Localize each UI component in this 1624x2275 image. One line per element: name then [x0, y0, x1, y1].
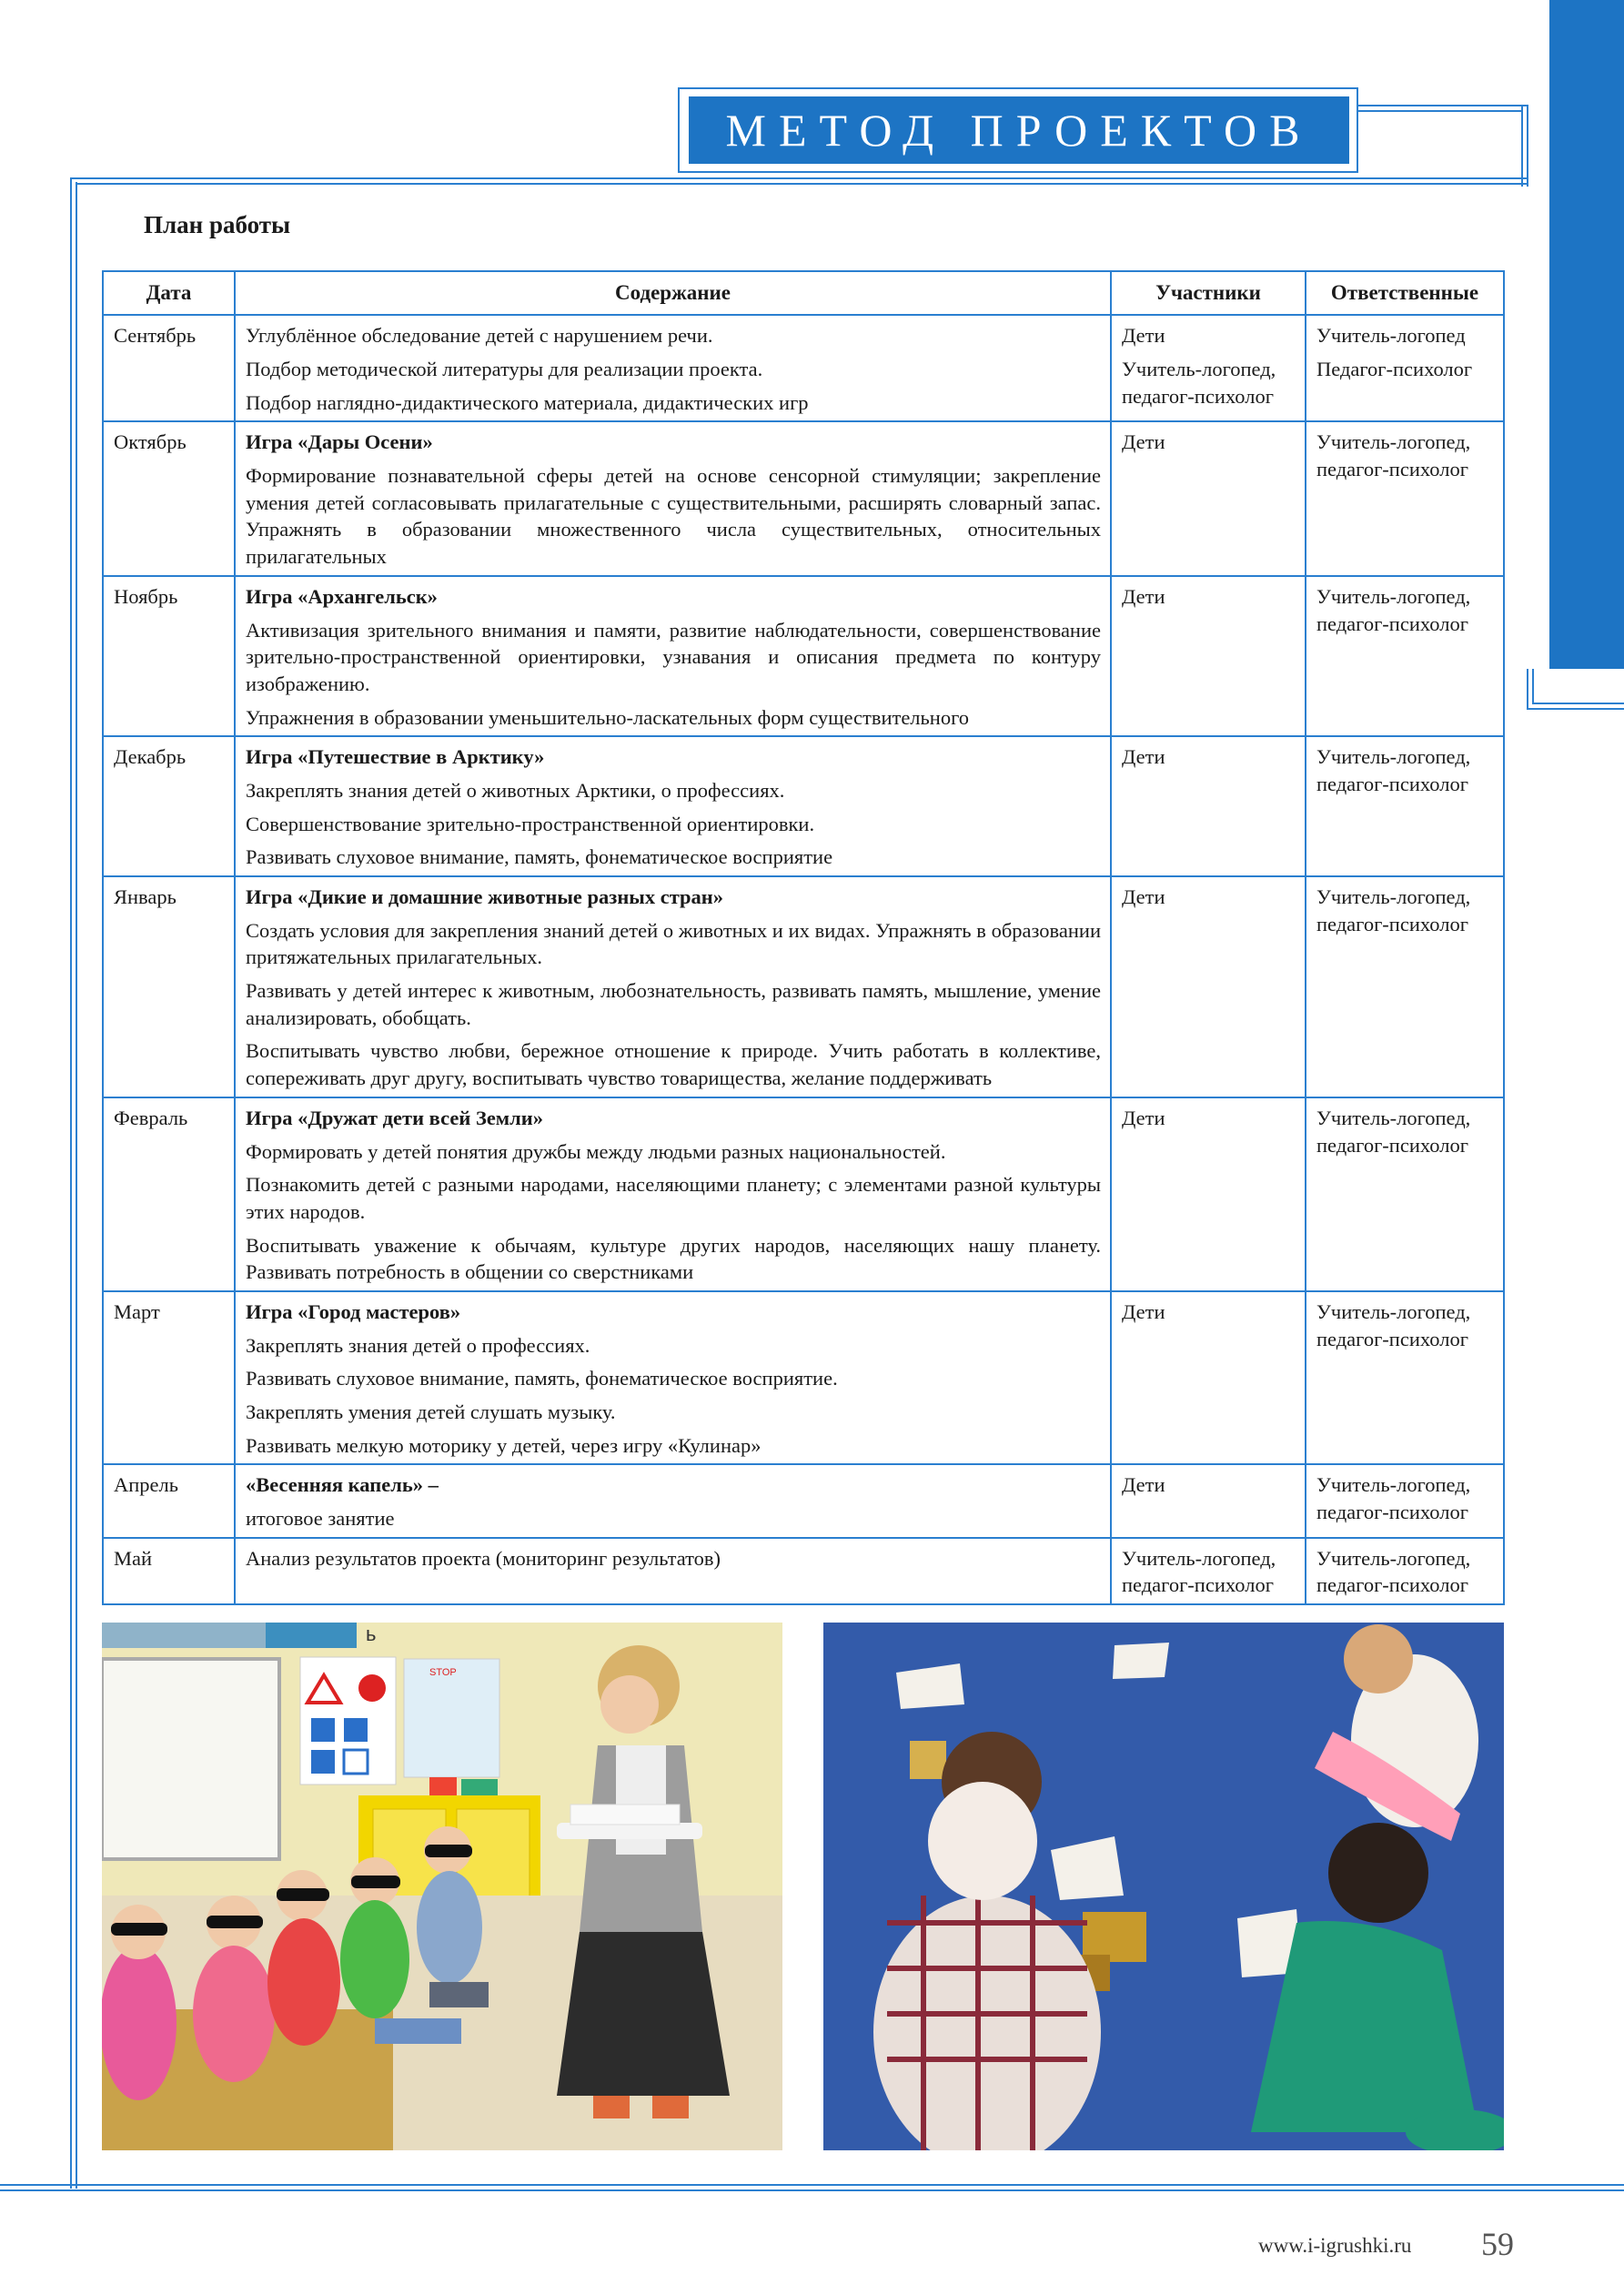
activity-text: Воспитывать чувство любви, бережное отношение к природе. Учить работать в коллективе, сопереживать друг другу, воспитывать чувство товарищества, желание поддерживать	[246, 1039, 1101, 1090]
activity-text: Формирование познавательной сферы детей на основе сенсорной стимуляции; закрепление умения детей согласовывать прилагательные с существительными, расширять словарный запас. Упражнять в образовании множественного числа существительных, относительных прилагательных	[246, 464, 1101, 569]
table-row	[103, 736, 1504, 876]
cell-responsible	[1306, 1291, 1504, 1464]
cell-responsible	[1306, 736, 1504, 876]
frame-line	[70, 177, 72, 2189]
activity-text: Воспитывать уважение к обычаям, культуре других народов, населяющих нашу планету. Развивать потребность в общении со сверстниками	[246, 1233, 1101, 1284]
column-header: Дата	[103, 271, 235, 315]
cell-content	[235, 1291, 1111, 1464]
cell-date: Октябрь	[103, 421, 235, 575]
cell-responsible	[1306, 1538, 1504, 1604]
table-row	[103, 1538, 1504, 1604]
photo-floor-game-image	[823, 1623, 1504, 2150]
frame-line	[1527, 669, 1528, 710]
activity-text: Развивать у детей интерес к животным, любознательность, развивать память, мышление, умение анализировать, обобщать.	[246, 979, 1101, 1029]
table-row	[103, 876, 1504, 1097]
cell-content	[235, 1097, 1111, 1291]
frame-line	[1532, 703, 1624, 704]
activity-text: Создать условия для закрепления знаний детей о животных и их видах. Упражнять в образовании притяжательных прилагательных.	[246, 918, 1101, 969]
activity-text: Углублённое обследование детей с нарушением речи.	[246, 324, 713, 348]
activity-text: Подбор наглядно-дидактического материала, дидактических игр	[246, 390, 809, 414]
activity-title: Игра «Дружат дети всей Земли»	[246, 1106, 543, 1129]
table-row	[103, 421, 1504, 575]
cell-date: Сентябрь	[103, 315, 235, 421]
column-header: Участники	[1111, 271, 1306, 315]
photo-floor-game	[823, 1623, 1504, 2150]
cell-responsible	[1306, 576, 1504, 736]
cell-date: Ноябрь	[103, 576, 235, 736]
participants-entry: Дети	[1122, 745, 1165, 769]
table-row	[103, 576, 1504, 736]
participants-entry: Учитель-логопед, педагог-психолог	[1122, 1546, 1276, 1597]
activity-text: итоговое занятие	[246, 1507, 395, 1531]
activity-title: Игра «Архангельск»	[246, 584, 438, 608]
cell-content	[235, 576, 1111, 736]
cell-date: Май	[103, 1538, 235, 1604]
responsible-entry: Учитель-логопед, педагог-психолог	[1316, 1299, 1471, 1350]
page-number: 59	[1481, 2226, 1514, 2262]
table-row	[103, 315, 1504, 421]
cell-participants	[1111, 1464, 1306, 1537]
cell-participants	[1111, 315, 1306, 421]
cell-participants	[1111, 1538, 1306, 1604]
column-header: Содержание	[235, 271, 1111, 315]
cell-content	[235, 876, 1111, 1097]
wall-letter: ь	[366, 1623, 377, 1645]
cell-content	[235, 315, 1111, 421]
table-row	[103, 1291, 1504, 1464]
cell-responsible	[1306, 315, 1504, 421]
participants-entry: Дети	[1122, 885, 1165, 909]
cell-participants	[1111, 736, 1306, 876]
frame-line	[1521, 105, 1523, 187]
table-header-row	[103, 271, 1504, 315]
participants-entry: Дети	[1122, 1299, 1165, 1323]
activity-text: Анализ результатов проекта (мониторинг результатов)	[246, 1546, 721, 1570]
cell-responsible	[1306, 876, 1504, 1097]
responsible-entry: Учитель-логопед, педагог-психолог	[1316, 745, 1471, 795]
activity-text: Упражнения в образовании уменьшительно-ласкательных форм существительного	[246, 705, 970, 729]
responsible-entry: Учитель-логопед, педагог-психолог	[1316, 584, 1471, 635]
cell-content	[235, 736, 1111, 876]
cell-participants	[1111, 1291, 1306, 1464]
cell-responsible	[1306, 421, 1504, 575]
participants-entry: Дети	[1122, 430, 1165, 454]
table-row	[103, 1464, 1504, 1537]
activity-title: Игра «Дикие и домашние животные разных стран»	[246, 885, 724, 909]
activity-title: «Весенняя капель» –	[246, 1473, 439, 1497]
frame-line	[0, 2184, 1624, 2186]
cell-date: Март	[103, 1291, 235, 1464]
responsible-entry: Учитель-логопед, педагог-психолог	[1316, 1106, 1471, 1157]
activity-text: Закреплять умения детей слушать музыку.	[246, 1400, 616, 1424]
frame-line	[76, 182, 77, 2189]
work-plan-table	[102, 270, 1505, 1605]
cell-date: Январь	[103, 876, 235, 1097]
responsible-entry: Учитель-логопед	[1316, 324, 1466, 348]
photo-classroom	[102, 1623, 782, 2150]
frame-line	[0, 2189, 1624, 2191]
activity-text: Развивать слуховое внимание, память, фонематическое восприятие.	[246, 1367, 838, 1390]
activity-text: Закреплять знания детей о профессиях.	[246, 1333, 590, 1357]
frame-line	[1527, 105, 1528, 187]
cell-date: Апрель	[103, 1464, 235, 1537]
cell-content	[235, 1538, 1111, 1604]
frame-line	[1358, 110, 1523, 112]
section-title: МЕТОД ПРОЕКТОВ	[689, 96, 1349, 164]
cell-responsible	[1306, 1097, 1504, 1291]
accent-sidebar	[1549, 0, 1624, 669]
cell-participants	[1111, 421, 1306, 575]
responsible-entry: Учитель-логопед, педагог-психолог	[1316, 1546, 1471, 1597]
cell-participants	[1111, 876, 1306, 1097]
cell-participants	[1111, 576, 1306, 736]
frame-line	[76, 183, 1527, 185]
table-row	[103, 1097, 1504, 1291]
frame-line	[70, 177, 1527, 179]
activity-title: Игра «Город мастеров»	[246, 1299, 461, 1323]
responsible-entry: Педагог-психолог	[1316, 358, 1473, 381]
activity-title: Игра «Дары Осени»	[246, 430, 433, 454]
cell-date: Декабрь	[103, 736, 235, 876]
activity-text: Развивать мелкую моторику у детей, через игру «Кулинар»	[246, 1433, 762, 1457]
responsible-entry: Учитель-логопед, педагог-психолог	[1316, 885, 1471, 935]
activity-title: Игра «Путешествие в Арктику»	[246, 745, 545, 769]
activity-text: Закреплять знания детей о животных Арктики, о профессиях.	[246, 778, 785, 802]
responsible-entry: Учитель-логопед, педагог-психолог	[1316, 430, 1471, 481]
cell-content	[235, 1464, 1111, 1537]
activity-text: Развивать слуховое внимание, память, фонематическое восприятие	[246, 845, 833, 869]
frame-line	[1532, 669, 1534, 704]
frame-line	[1358, 105, 1528, 106]
cell-responsible	[1306, 1464, 1504, 1537]
cell-participants	[1111, 1097, 1306, 1291]
activity-text: Активизация зрительного внимания и памяти, развитие наблюдательности, совершенствование зрительно-пространственной ориентировки, узнавания и описания предмета по контуру изображению.	[246, 618, 1101, 695]
participants-entry: Дети	[1122, 584, 1165, 608]
page-heading: План работы	[144, 211, 291, 238]
cell-date: Февраль	[103, 1097, 235, 1291]
cell-content	[235, 421, 1111, 575]
table-body	[103, 315, 1504, 1604]
participants-entry: Дети	[1122, 1106, 1165, 1129]
activity-text: Познакомить детей с разными народами, населяющими планету; с элементами разной культуры этих народов.	[246, 1173, 1101, 1223]
activity-text: Подбор методической литературы для реализации проекта.	[246, 358, 763, 381]
footer-url: www.i-igrushki.ru	[1258, 2234, 1412, 2257]
participants-entry: Дети	[1122, 324, 1165, 348]
participants-entry: Дети	[1122, 1473, 1165, 1497]
responsible-entry: Учитель-логопед, педагог-психолог	[1316, 1473, 1471, 1524]
column-header: Ответственные	[1306, 271, 1504, 315]
frame-line	[1527, 708, 1624, 710]
photo-classroom-image	[102, 1623, 782, 2150]
stop-sign-text: STOP	[429, 1667, 457, 1678]
activity-text: Совершенствование зрительно-пространственной ориентировки.	[246, 812, 815, 835]
activity-text: Формировать у детей понятия дружбы между людьми разных национальностей.	[246, 1139, 946, 1163]
participants-entry: Учитель-логопед, педагог-психолог	[1122, 358, 1276, 408]
